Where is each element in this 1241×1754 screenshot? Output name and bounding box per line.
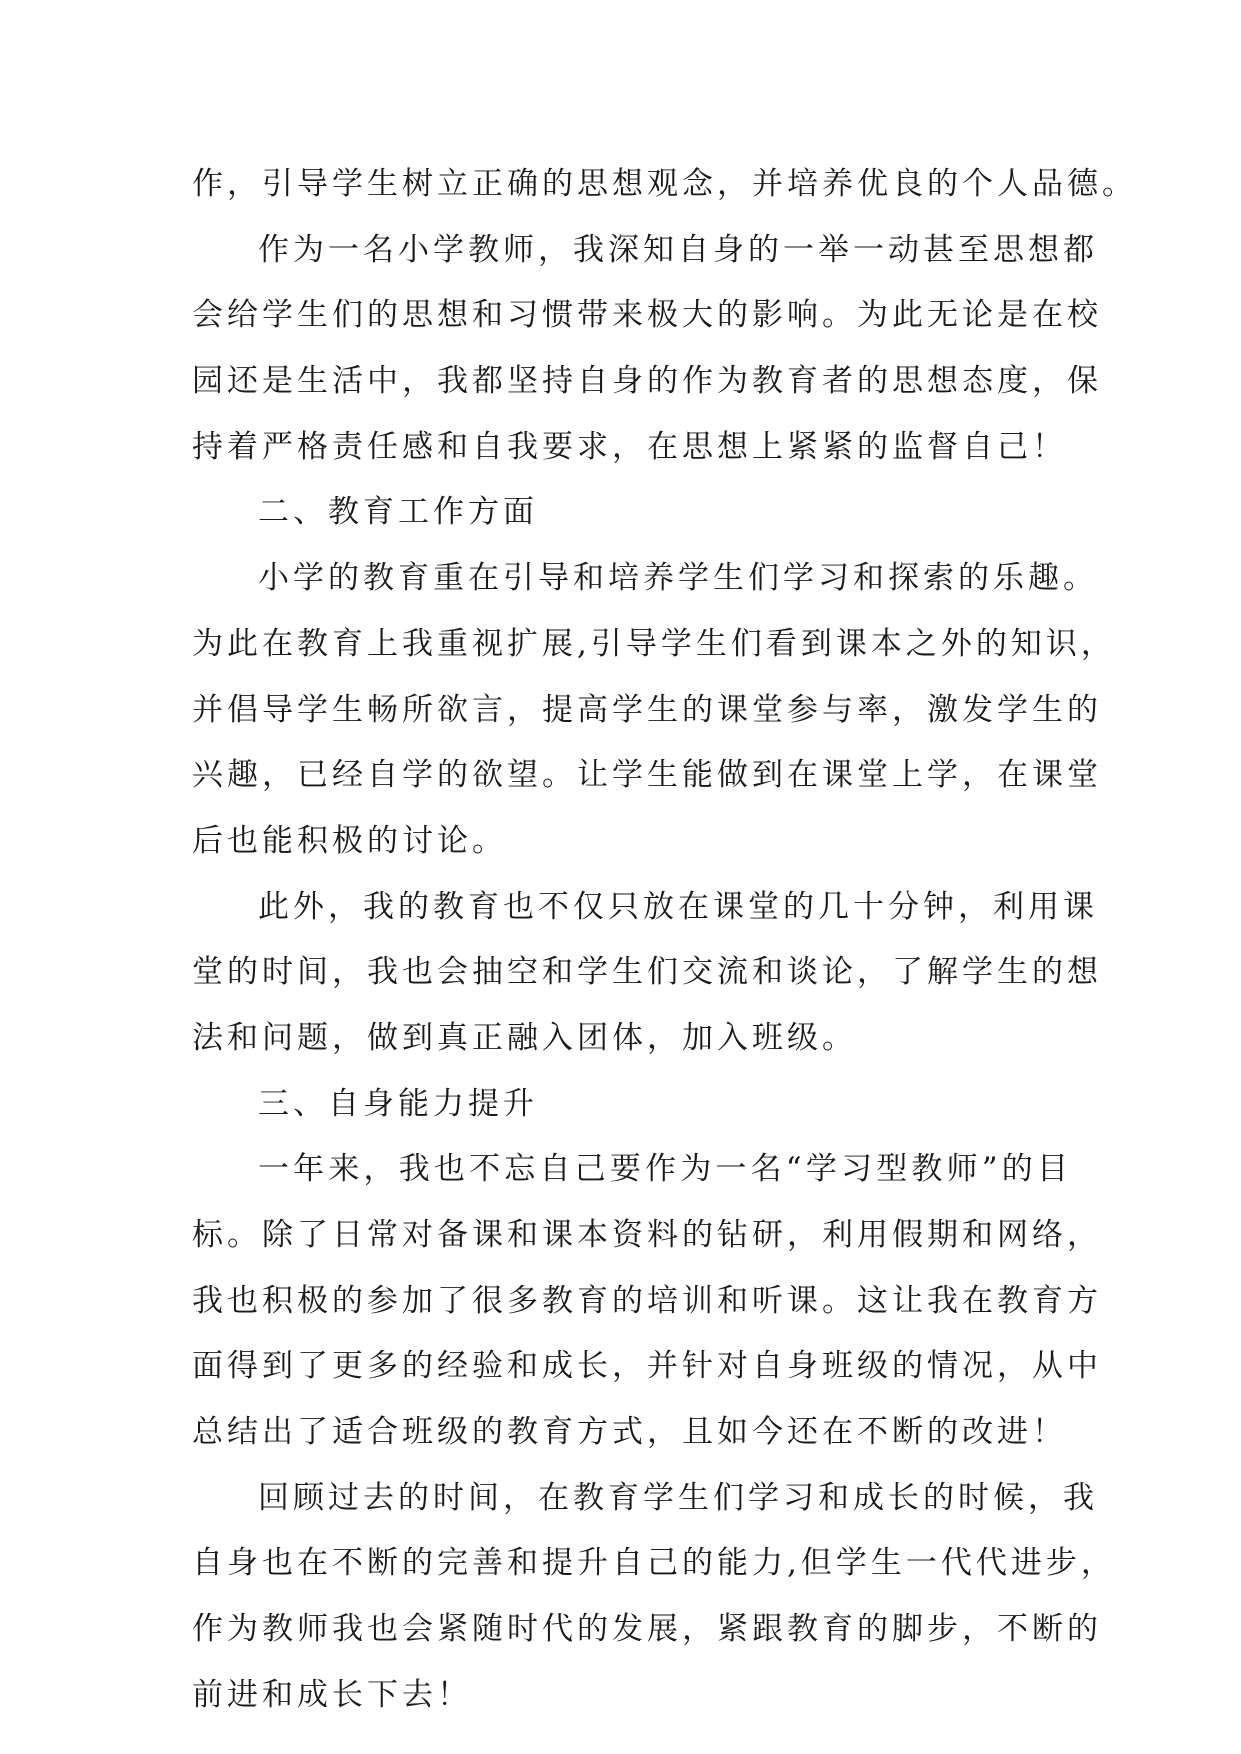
text-line: 回顾过去的时间，在教育学生们学习和成长的时候，我 bbox=[258, 1479, 1098, 1516]
text-line: 我也积极的参加了很多教育的培训和听课。这让我在教育方 bbox=[192, 1282, 1102, 1319]
text-line: 后也能积极的讨论。 bbox=[192, 822, 507, 859]
text-line: 持着严格责任感和自我要求，在思想上紧紧的监督自己！ bbox=[192, 428, 1067, 465]
text-line: 小学的教育重在引导和培养学生们学习和探索的乐趣。 bbox=[258, 560, 1098, 597]
text-line: 总结出了适合班级的教育方式，且如今还在不断的改进！ bbox=[192, 1414, 1067, 1451]
text-line: 堂的时间，我也会抽空和学生们交流和谈论，了解学生的想 bbox=[192, 954, 1102, 991]
text-line: 并倡导学生畅所欲言，提高学生的课堂参与率，激发学生的 bbox=[192, 691, 1102, 728]
text-line: 兴趣，已经自学的欲望。让学生能做到在课堂上学，在课堂 bbox=[192, 757, 1102, 794]
text-line: 标。除了日常对备课和课本资料的钻研，利用假期和网络， bbox=[192, 1217, 1102, 1253]
text-line: 作为教师我也会紧随时代的发展，紧跟教育的脚步，不断的 bbox=[192, 1611, 1102, 1648]
text-line: 作，引导学生树立正确的思想观念，并培养优良的个人品德。 bbox=[192, 166, 1137, 202]
text-line: 面得到了更多的经验和成长，并针对自身班级的情况，从中 bbox=[192, 1348, 1102, 1385]
text-line: 园还是生活中，我都坚持自身的作为教育者的思想态度，保 bbox=[192, 363, 1102, 400]
text-line: 作为一名小学教师，我深知自身的一举一动甚至思想都 bbox=[258, 231, 1098, 268]
text-line: 会给学生们的思想和习惯带来极大的影响。为此无论是在校 bbox=[192, 297, 1102, 334]
text-line: 一年来，我也不忘自己要作为一名“学习型教师”的目 bbox=[258, 1151, 1072, 1188]
text-line: 为此在教育上我重视扩展,引导学生们看到课本之外的知识， bbox=[192, 625, 1116, 662]
text-line: 前进和成长下去！ bbox=[192, 1676, 472, 1713]
section-heading: 三、自身能力提升 bbox=[258, 1085, 538, 1122]
text-line: 法和问题，做到真正融入团体，加入班级。 bbox=[192, 1019, 857, 1056]
document-body bbox=[192, 162, 1137, 1739]
text-line: 自身也在不断的完善和提升自己的能力,但学生一代代进步， bbox=[192, 1545, 1116, 1582]
text-line: 此外，我的教育也不仅只放在课堂的几十分钟，利用课 bbox=[258, 888, 1098, 925]
section-heading: 二、教育工作方面 bbox=[258, 494, 538, 531]
